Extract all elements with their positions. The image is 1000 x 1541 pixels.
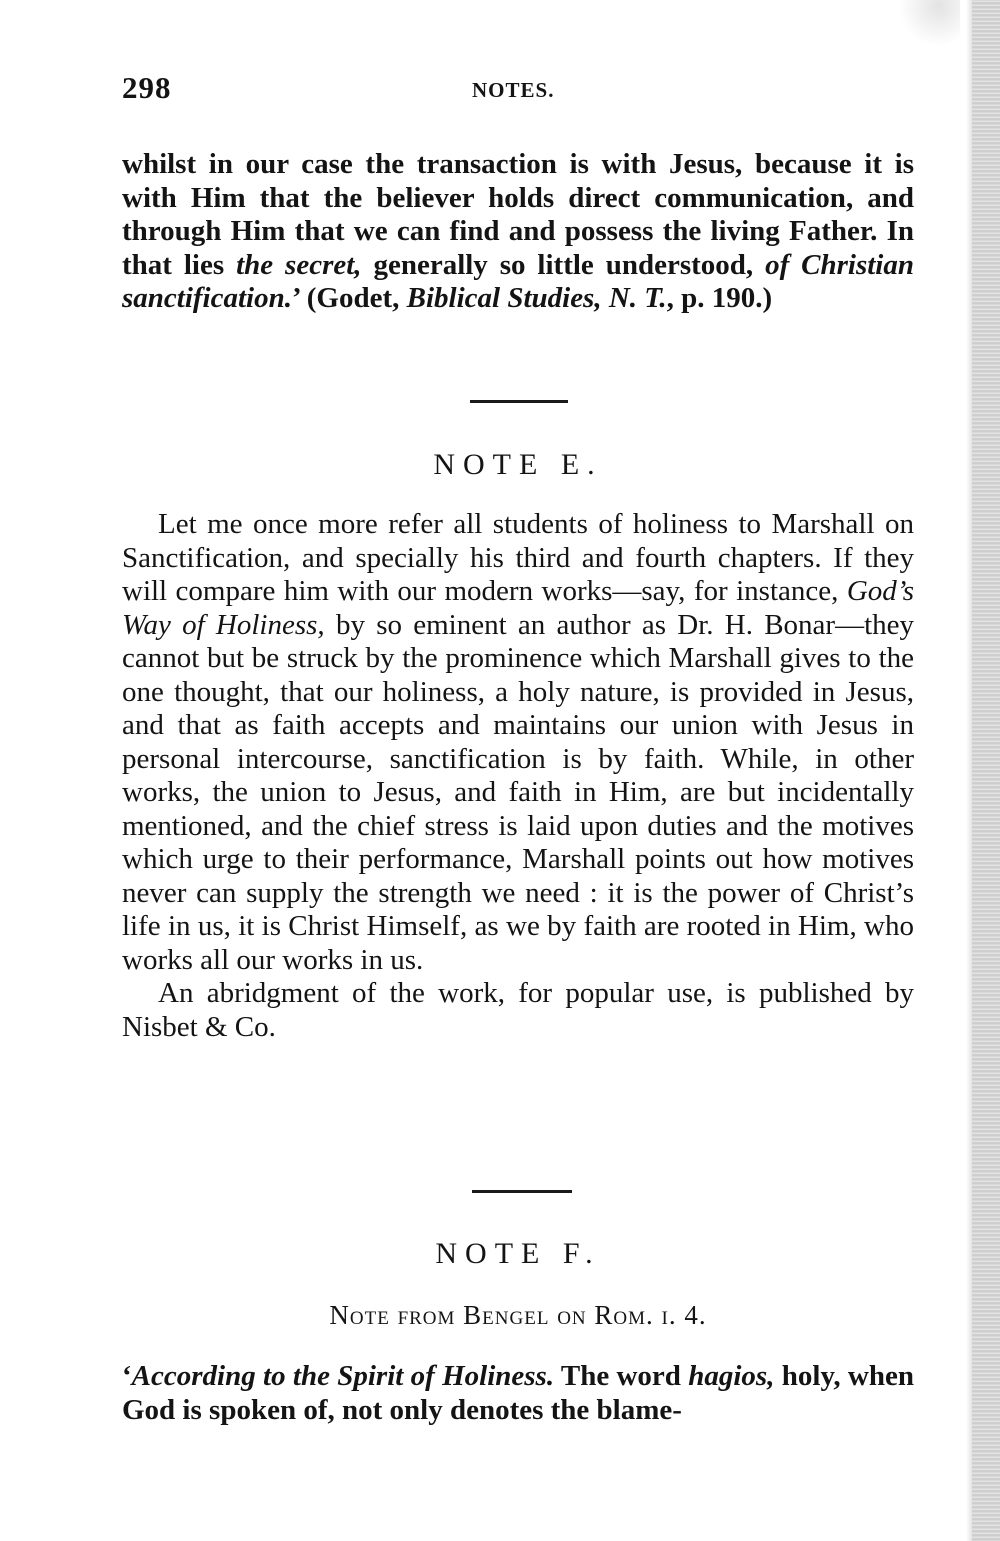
- note-e-body: [122, 508, 914, 1044]
- section-divider: [472, 1190, 572, 1193]
- note-e-heading: NOTE E.: [433, 448, 603, 481]
- italic-run: of Christian sanctification.: [122, 248, 914, 314]
- italic-run: God’s Way of Holiness,: [122, 575, 914, 641]
- page-edge: [972, 0, 1000, 1541]
- text-run: by so eminent an author as Dr. H. Bonar—they cannot but be struck by the prominence which Marshall gives to the one thought, that our holiness, a holy nature, is provided in Jesus, and that as faith accepts and maintains our union with Jesus in personal intercourse, sanctification is by faith. While, in other works, the union to Jesus, and faith in Him, are but incidentally mentioned, and the chief stress is laid upon duties and the motives which urge to their performance, Marshall points out how motives never can supply the strength we need : it is the power of Christ’s life in us, it is Christ Himself, as we by faith are rooted in Him, who works all our works in us.: [122, 608, 914, 976]
- note-f-subheading: [122, 1300, 914, 1331]
- note-f-paragraph-1: [122, 1360, 914, 1427]
- text-run: ‘: [122, 1360, 132, 1392]
- text-run: generally so little understood,: [361, 248, 766, 281]
- note-e-paragraph-1: [122, 508, 914, 977]
- text-run: holy, when God is spoken of, not only denotes the blame-: [122, 1360, 914, 1426]
- italic-run: the secret,: [236, 248, 362, 281]
- subheading-text: Note from Bengel on Rom. i. 4.: [329, 1300, 707, 1330]
- running-head: [122, 70, 922, 110]
- text-run: whilst in our case the transaction is with Jesus, because it is with Him that the believer holds direct communication, and through Him that we can find and possess the living Father. In that lies: [122, 148, 914, 281]
- italic-run: hagios,: [688, 1360, 775, 1392]
- section-divider: [470, 400, 568, 403]
- continuation-paragraph: [122, 148, 914, 316]
- page-number: 298: [122, 70, 172, 105]
- italic-run: Biblical Studies, N. T.: [406, 282, 667, 314]
- note-e-paragraph-2: An abridgment of the work, for popular use, is published by Nisbet & Co.: [122, 977, 914, 1043]
- running-title: NOTES.: [472, 78, 555, 102]
- italic-run: According to the Spirit of Holiness.: [131, 1360, 555, 1392]
- text-run: The word: [554, 1360, 689, 1392]
- text-run: ’ (Godet,: [291, 282, 407, 314]
- note-f-body: [122, 1360, 914, 1427]
- text-run: Let me once more refer all students of holiness to Marshall on Sanctification, and specially his third and fourth chapters. If they will compare him with our modern works—say, for instance,: [122, 508, 914, 607]
- text-run: , p. 190.): [666, 282, 773, 314]
- note-f-heading: NOTE F.: [435, 1237, 601, 1270]
- page-stain: [890, 0, 960, 60]
